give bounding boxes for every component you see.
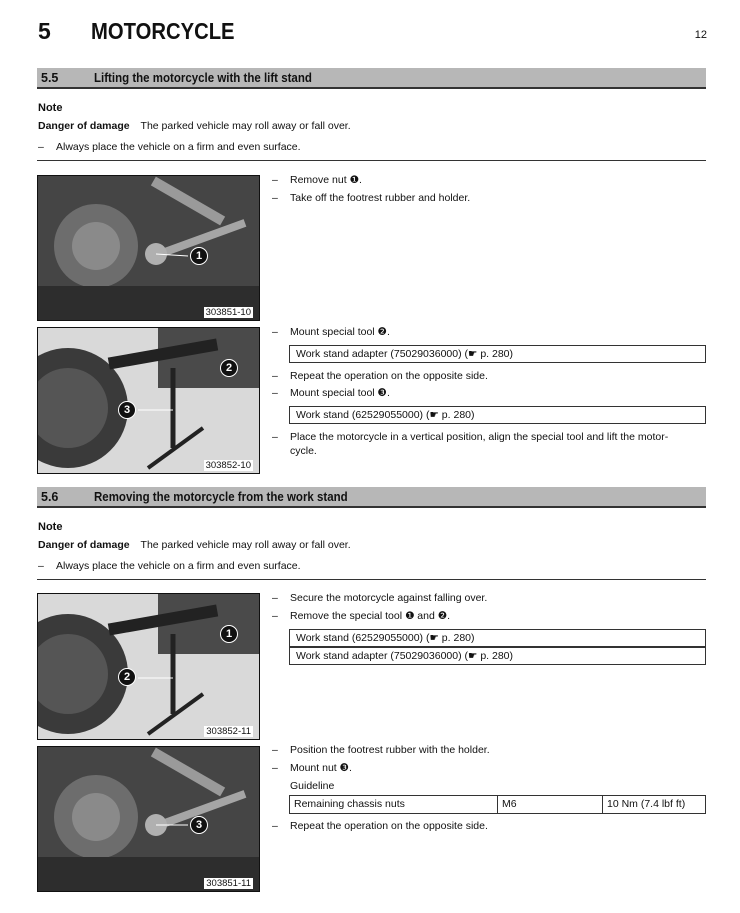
dash: –: [272, 192, 278, 204]
callout-2: 2: [220, 359, 238, 377]
figure-number: 303851-11: [206, 878, 251, 889]
guideline-table: [289, 795, 706, 814]
tool-box: Work stand adapter (75029036000) (☛ p. 280): [289, 345, 706, 363]
dash: –: [272, 762, 278, 774]
page-number: 12: [694, 29, 707, 41]
section-number: 5.6: [41, 490, 59, 504]
dash: –: [38, 560, 44, 572]
note-label: Danger of damage: [38, 120, 130, 132]
engine-photo: [38, 176, 259, 320]
section-number: 5.5: [41, 71, 59, 85]
step: Secure the motorcycle against falling over.: [290, 592, 488, 604]
figure-303851-11: [37, 746, 260, 892]
engine-photo: [38, 747, 259, 891]
note-heading: Note: [38, 521, 63, 533]
callout-1: 1: [190, 247, 208, 265]
dash: –: [38, 141, 44, 153]
divider: [37, 579, 706, 580]
divider: [37, 160, 706, 161]
step: Mount special tool ❸.: [290, 387, 390, 399]
callout-3: 3: [190, 816, 208, 834]
step: Position the footrest rubber with the holder.: [290, 744, 490, 756]
dash: –: [272, 387, 278, 399]
stand-photo: [38, 328, 259, 473]
section-title: Removing the motorcycle from the work stand: [94, 490, 348, 504]
tool-box: Work stand adapter (75029036000) (☛ p. 280): [289, 647, 706, 665]
dash: –: [272, 174, 278, 186]
dash: –: [272, 610, 278, 622]
section-title: Lifting the motorcycle with the lift stand: [94, 71, 312, 85]
dash: –: [272, 820, 278, 832]
dash: –: [272, 326, 278, 338]
dash: –: [272, 592, 278, 604]
note-label: Danger of damage: [38, 539, 130, 551]
table-cell: M6: [498, 796, 603, 813]
section-header-5-5: [37, 68, 706, 89]
chapter-title: MOTORCYCLE: [91, 18, 235, 44]
step: Repeat the operation on the opposite side.: [290, 820, 488, 832]
figure-303852-10: [37, 327, 260, 474]
callout-3: 3: [118, 401, 136, 419]
note-warning: [38, 120, 351, 132]
note-heading: Note: [38, 102, 63, 114]
step: Mount nut ❸.: [290, 762, 352, 774]
figure-303852-11: [37, 593, 260, 740]
section-header-5-6: [37, 487, 706, 508]
callout-1: 1: [220, 625, 238, 643]
dash: –: [272, 744, 278, 756]
step-continued: cycle.: [290, 445, 317, 457]
dash: –: [272, 370, 278, 382]
figure-number: 303851-10: [205, 307, 251, 318]
step: Place the motorcycle in a vertical position, align the special tool and lift the motor-: [290, 431, 669, 443]
figure-number: 303852-10: [205, 460, 251, 471]
note-text: The parked vehicle may roll away or fall over.: [140, 120, 351, 132]
note-text: The parked vehicle may roll away or fall over.: [140, 539, 351, 551]
step: Repeat the operation on the opposite side.: [290, 370, 488, 382]
guideline-label: Guideline: [290, 780, 335, 792]
note-bullet: Always place the vehicle on a firm and even surface.: [56, 560, 301, 572]
step: Mount special tool ❷.: [290, 326, 390, 338]
table-cell: Remaining chassis nuts: [290, 796, 498, 813]
step: Take off the footrest rubber and holder.: [290, 192, 471, 204]
dash: –: [272, 431, 278, 443]
step: Remove nut ❶.: [290, 174, 362, 186]
chapter-number: 5: [38, 18, 52, 44]
table-cell: 10 Nm (7.4 lbf ft): [607, 798, 686, 810]
figure-number: 303852-11: [206, 726, 251, 737]
figure-303851-10: [37, 175, 260, 321]
tool-box: Work stand (62529055000) (☛ p. 280): [289, 406, 706, 424]
note-bullet: Always place the vehicle on a firm and even surface.: [56, 141, 301, 153]
tool-box: Work stand (62529055000) (☛ p. 280): [289, 629, 706, 647]
note-warning: [38, 539, 351, 551]
callout-2: 2: [118, 668, 136, 686]
step: Remove the special tool ❶ and ❷.: [290, 610, 451, 622]
stand-photo: [38, 594, 259, 739]
